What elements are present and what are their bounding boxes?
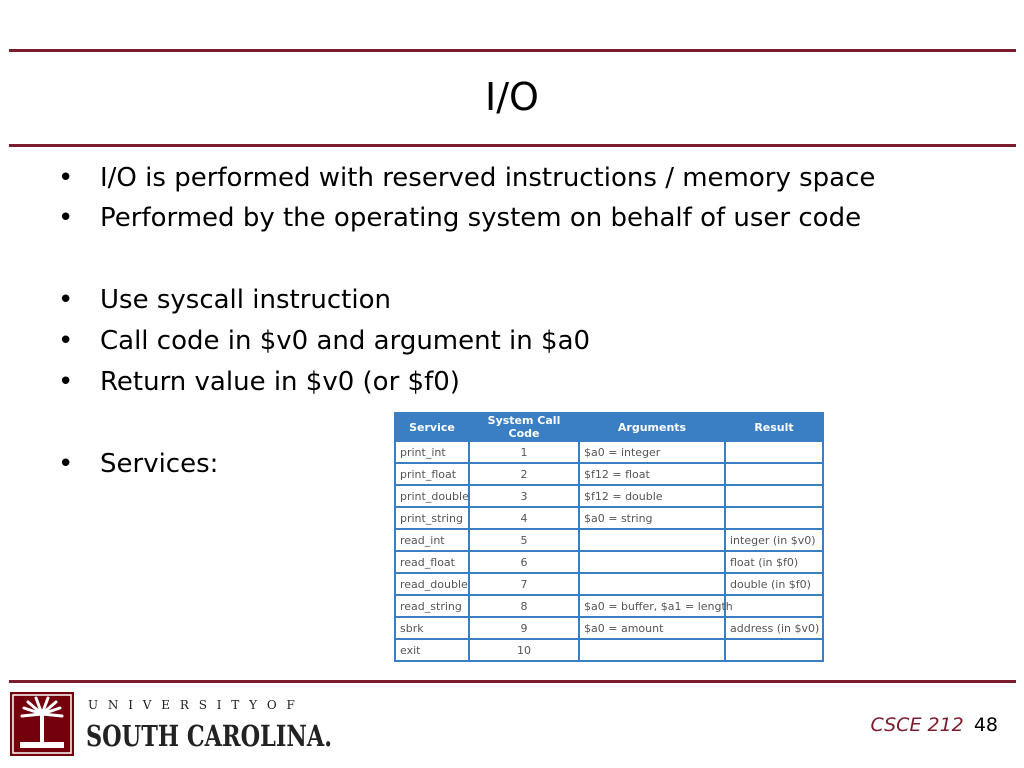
service-cell: read_string	[395, 595, 469, 617]
syscall-services-table	[394, 412, 824, 662]
footer-rule	[9, 680, 1016, 683]
course-code: CSCE 212	[870, 714, 964, 736]
service-cell: read_double	[395, 573, 469, 595]
table-row	[395, 441, 823, 463]
arguments-cell	[579, 529, 725, 551]
service-cell: print_int	[395, 441, 469, 463]
result-cell: address (in $v0)	[725, 617, 823, 639]
code-cell: 5	[469, 529, 579, 551]
arguments-cell: $a0 = string	[579, 507, 725, 529]
arguments-cell: $a0 = buffer, $a1 = length	[579, 595, 725, 617]
arguments-cell	[579, 551, 725, 573]
service-cell: print_double	[395, 485, 469, 507]
title-rule	[9, 144, 1016, 147]
arguments-cell: $a0 = integer	[579, 441, 725, 463]
slide-title: I/O	[485, 75, 539, 119]
service-cell: sbrk	[395, 617, 469, 639]
code-cell: 4	[469, 507, 579, 529]
table-row	[395, 551, 823, 573]
service-cell: exit	[395, 639, 469, 661]
code-cell: 1	[469, 441, 579, 463]
service-cell: print_string	[395, 507, 469, 529]
arguments-cell: $f12 = double	[579, 485, 725, 507]
arguments-cell: $f12 = float	[579, 463, 725, 485]
code-cell: 6	[469, 551, 579, 573]
result-cell: integer (in $v0)	[725, 529, 823, 551]
result-cell: float (in $f0)	[725, 551, 823, 573]
bullet-dot: •	[58, 367, 74, 397]
arguments-cell	[579, 639, 725, 661]
result-cell	[725, 463, 823, 485]
code-cell: 2	[469, 463, 579, 485]
column-header: Service	[395, 413, 469, 441]
table-header-row	[395, 413, 823, 441]
bullet-text: Return value in $v0 (or $f0)	[100, 367, 460, 397]
code-cell: 8	[469, 595, 579, 617]
bullet-item	[58, 446, 218, 482]
code-cell: 7	[469, 573, 579, 595]
service-cell: read_int	[395, 529, 469, 551]
result-cell	[725, 485, 823, 507]
table-row	[395, 485, 823, 507]
bullet-text: Use syscall instruction	[100, 285, 391, 315]
table-row	[395, 573, 823, 595]
code-cell: 3	[469, 485, 579, 507]
top-rule	[9, 49, 1016, 52]
table-row	[395, 595, 823, 617]
palmetto-seal-icon	[10, 692, 74, 756]
slide-footer	[871, 714, 999, 736]
code-cell: 9	[469, 617, 579, 639]
column-header: System Call Code	[469, 413, 579, 441]
result-cell	[725, 639, 823, 661]
bullet-text: Performed by the operating system on behalf of user code	[100, 203, 862, 233]
bullet-dot: •	[58, 285, 74, 315]
result-cell	[725, 595, 823, 617]
bullet-text: Services:	[100, 449, 219, 479]
result-cell: double (in $f0)	[725, 573, 823, 595]
bullet-dot: •	[58, 203, 74, 233]
table-row	[395, 639, 823, 661]
result-cell	[725, 507, 823, 529]
bullet-item	[58, 160, 875, 196]
page-number: 48	[973, 714, 998, 736]
university-logo	[10, 692, 335, 758]
table-row	[395, 463, 823, 485]
result-cell	[725, 441, 823, 463]
bullet-item	[58, 200, 861, 236]
bullet-dot: •	[58, 326, 74, 356]
bullet-dot: •	[58, 163, 74, 193]
bullet-item	[58, 323, 590, 359]
table-row	[395, 507, 823, 529]
arguments-cell	[579, 573, 725, 595]
bullet-item	[58, 364, 460, 400]
column-header: Result	[725, 413, 823, 441]
table-row	[395, 529, 823, 551]
service-cell: print_float	[395, 463, 469, 485]
code-cell: 10	[469, 639, 579, 661]
bullet-dot: •	[58, 449, 74, 479]
arguments-cell: $a0 = amount	[579, 617, 725, 639]
bullet-item	[58, 282, 391, 318]
table-row	[395, 617, 823, 639]
bullet-text: I/O is performed with reserved instructions / memory space	[100, 163, 876, 193]
logo-line-university-of: U N I V E R S I T Y O F	[88, 698, 298, 712]
logo-line-south-carolina: SOUTH CAROLINA.	[86, 719, 332, 753]
service-cell: read_float	[395, 551, 469, 573]
column-header: Arguments	[579, 413, 725, 441]
bullet-text: Call code in $v0 and argument in $a0	[100, 326, 591, 356]
